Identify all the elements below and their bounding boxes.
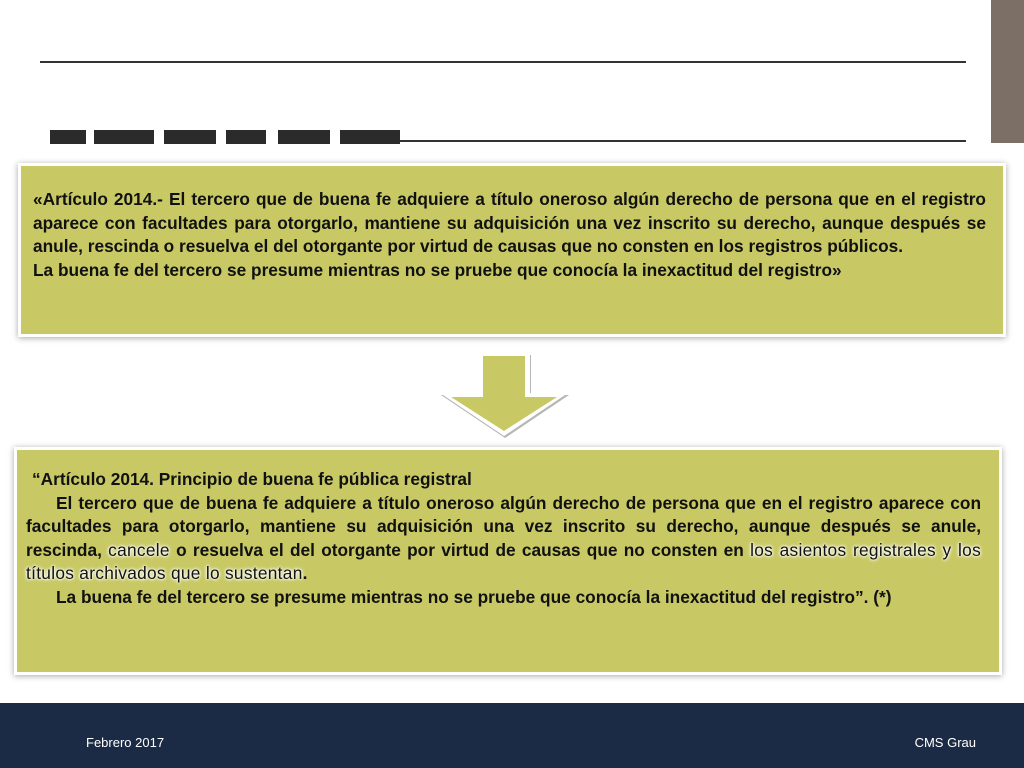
modified-article-heading: “Artículo 2014. Principio de buena fe pública registral bbox=[32, 469, 472, 489]
highlight-asientos: los asientos registrales y los títulos archivados que lo sustentan bbox=[26, 539, 982, 583]
footer-company: CMS Grau bbox=[914, 735, 976, 750]
modified-article-good-faith: La buena fe del tercero se presume mientras no se pruebe que conocía la inexactitud del registro”. (*) bbox=[56, 586, 892, 607]
modified-article-box bbox=[17, 450, 999, 672]
modified-text-part-a: El tercero que de buena fe adquiere a título oneroso algún derecho de persona que en el registro aparece con facultades para otorgarlo, mantiene su adquisición una vez inscrito su derecho, aunque después se anule, rescinda, bbox=[26, 492, 981, 560]
down-arrow-icon bbox=[436, 350, 572, 440]
title-divider bbox=[400, 140, 966, 142]
highlight-cancele: cancele bbox=[108, 539, 170, 560]
obscured-title bbox=[50, 124, 400, 146]
original-article-good-faith: La buena fe del tercero se presume mientras no se pruebe que conocía la inexactitud del registro» bbox=[33, 259, 842, 280]
top-divider bbox=[40, 61, 966, 63]
modified-text-part-b: o resuelva el del otorgante por virtud de causas que no consten en bbox=[176, 539, 744, 560]
original-article-box bbox=[21, 166, 1003, 334]
footer-date: Febrero 2017 bbox=[86, 735, 165, 750]
modified-text-end: . bbox=[302, 563, 308, 583]
accent-sidebar bbox=[991, 0, 1024, 143]
original-article-text: «Artículo 2014.- El tercero que de buena fe adquiere a título oneroso algún derecho de persona que en el registro aparece con facultades para otorgarlo, mantiene su adquisición una vez inscrito su derecho, aunque después se anule, rescinda o resuelva el del otorgante por virtud de causas que no consten en los registros públicos. bbox=[33, 189, 986, 256]
modified-article-text bbox=[26, 492, 981, 586]
footer bbox=[0, 710, 1024, 768]
